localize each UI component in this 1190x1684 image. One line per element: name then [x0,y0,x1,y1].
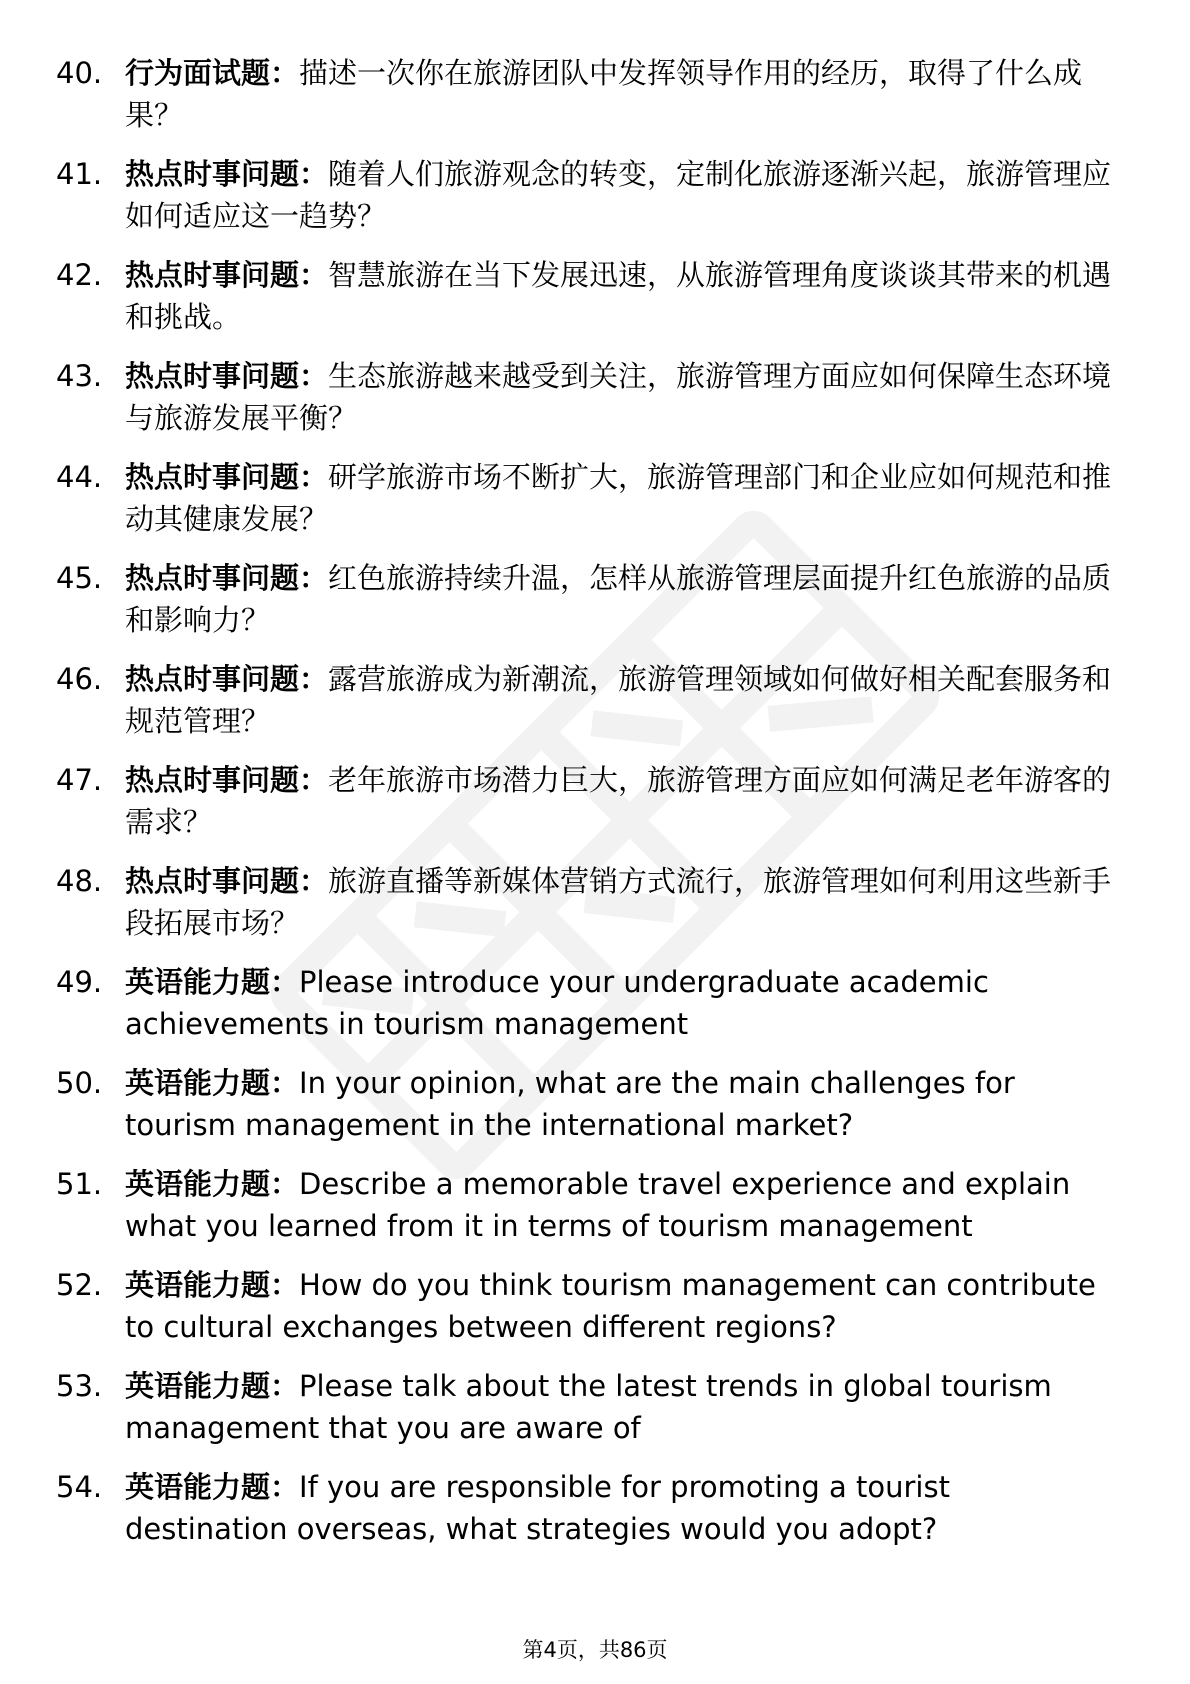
question-text: 红色旅游持续升温，怎样从旅游管理层面提升红色旅游的品质和影响力？ [125,561,1112,637]
question-number: 53. [56,1369,103,1403]
question-text: Please talk about the latest trends in global tourism management that you are aware of [125,1369,1052,1445]
question-body [125,254,1116,338]
question-item [56,1163,1116,1247]
question-number: 44. [56,460,103,494]
question-text: 随着人们旅游观念的转变，定制化旅游逐渐兴起，旅游管理应如何适应这一趋势？ [125,157,1112,233]
question-body [125,961,1116,1045]
question-list [56,52,1116,1567]
question-body [125,153,1116,237]
question-item [56,254,1116,338]
question-category: 热点时事问题： [125,258,329,292]
question-body [125,658,1116,742]
question-text: Describe a memorable travel experience and explain what you learned from it in terms of tourism management [125,1167,1071,1243]
question-category: 英语能力题： [125,1167,300,1201]
question-text: In your opinion, what are the main challenges for tourism management in the international market? [125,1066,1015,1142]
question-number: 48. [56,864,103,898]
question-text: If you are responsible for promoting a tourist destination overseas, what strategies would you adopt? [125,1470,950,1546]
question-category: 英语能力题： [125,965,300,999]
question-item [56,1264,1116,1348]
question-text: 露营旅游成为新潮流，旅游管理领域如何做好相关配套服务和规范管理？ [125,662,1112,738]
question-body [125,759,1116,843]
question-item [56,1365,1116,1449]
question-item [56,153,1116,237]
question-category: 英语能力题： [125,1066,300,1100]
question-text: Please introduce your undergraduate academic achievements in tourism management [125,965,989,1041]
question-text: 生态旅游越来越受到关注，旅游管理方面应如何保障生态环境与旅游发展平衡？ [125,359,1112,435]
question-body [125,557,1116,641]
question-text: 老年旅游市场潜力巨大，旅游管理方面应如何满足老年游客的需求？ [125,763,1112,839]
question-item [56,961,1116,1045]
question-item [56,1062,1116,1146]
question-number: 54. [56,1470,103,1504]
question-category: 行为面试题： [125,56,300,90]
question-category: 英语能力题： [125,1369,300,1403]
question-item [56,860,1116,944]
question-text: 研学旅游市场不断扩大，旅游管理部门和企业应如何规范和推动其健康发展？ [125,460,1112,536]
question-item [56,759,1116,843]
question-item [56,557,1116,641]
question-category: 英语能力题： [125,1470,300,1504]
question-item [56,52,1116,136]
question-body [125,355,1116,439]
question-body [125,1365,1116,1449]
question-category: 热点时事问题： [125,864,329,898]
question-category: 热点时事问题： [125,561,329,595]
question-number: 41. [56,157,103,191]
question-number: 43. [56,359,103,393]
page-number-footer: 第4页，共86页 [522,1638,668,1662]
question-body [125,860,1116,944]
question-number: 50. [56,1066,103,1100]
question-body [125,1062,1116,1146]
question-number: 46. [56,662,103,696]
question-body [125,1163,1116,1247]
question-number: 45. [56,561,103,595]
question-number: 49. [56,965,103,999]
question-category: 热点时事问题： [125,763,329,797]
question-text: 智慧旅游在当下发展迅速，从旅游管理角度谈谈其带来的机遇和挑战。 [125,258,1112,334]
question-text: 描述一次你在旅游团队中发挥领导作用的经历，取得了什么成果？ [125,56,1083,132]
question-text: How do you think tourism management can contribute to cultural exchanges between different regions? [125,1268,1096,1344]
question-category: 热点时事问题： [125,157,329,191]
question-number: 51. [56,1167,103,1201]
question-item [56,1466,1116,1550]
question-body [125,456,1116,540]
question-body [125,1466,1116,1550]
question-category: 热点时事问题： [125,662,329,696]
question-number: 42. [56,258,103,292]
question-category: 热点时事问题： [125,460,329,494]
question-item [56,355,1116,439]
question-item [56,658,1116,742]
question-body [125,52,1116,136]
question-body [125,1264,1116,1348]
question-number: 52. [56,1268,103,1302]
question-number: 40. [56,56,103,90]
question-text: 旅游直播等新媒体营销方式流行，旅游管理如何利用这些新手段拓展市场？ [125,864,1112,940]
question-number: 47. [56,763,103,797]
question-category: 英语能力题： [125,1268,300,1302]
question-category: 热点时事问题： [125,359,329,393]
question-item [56,456,1116,540]
